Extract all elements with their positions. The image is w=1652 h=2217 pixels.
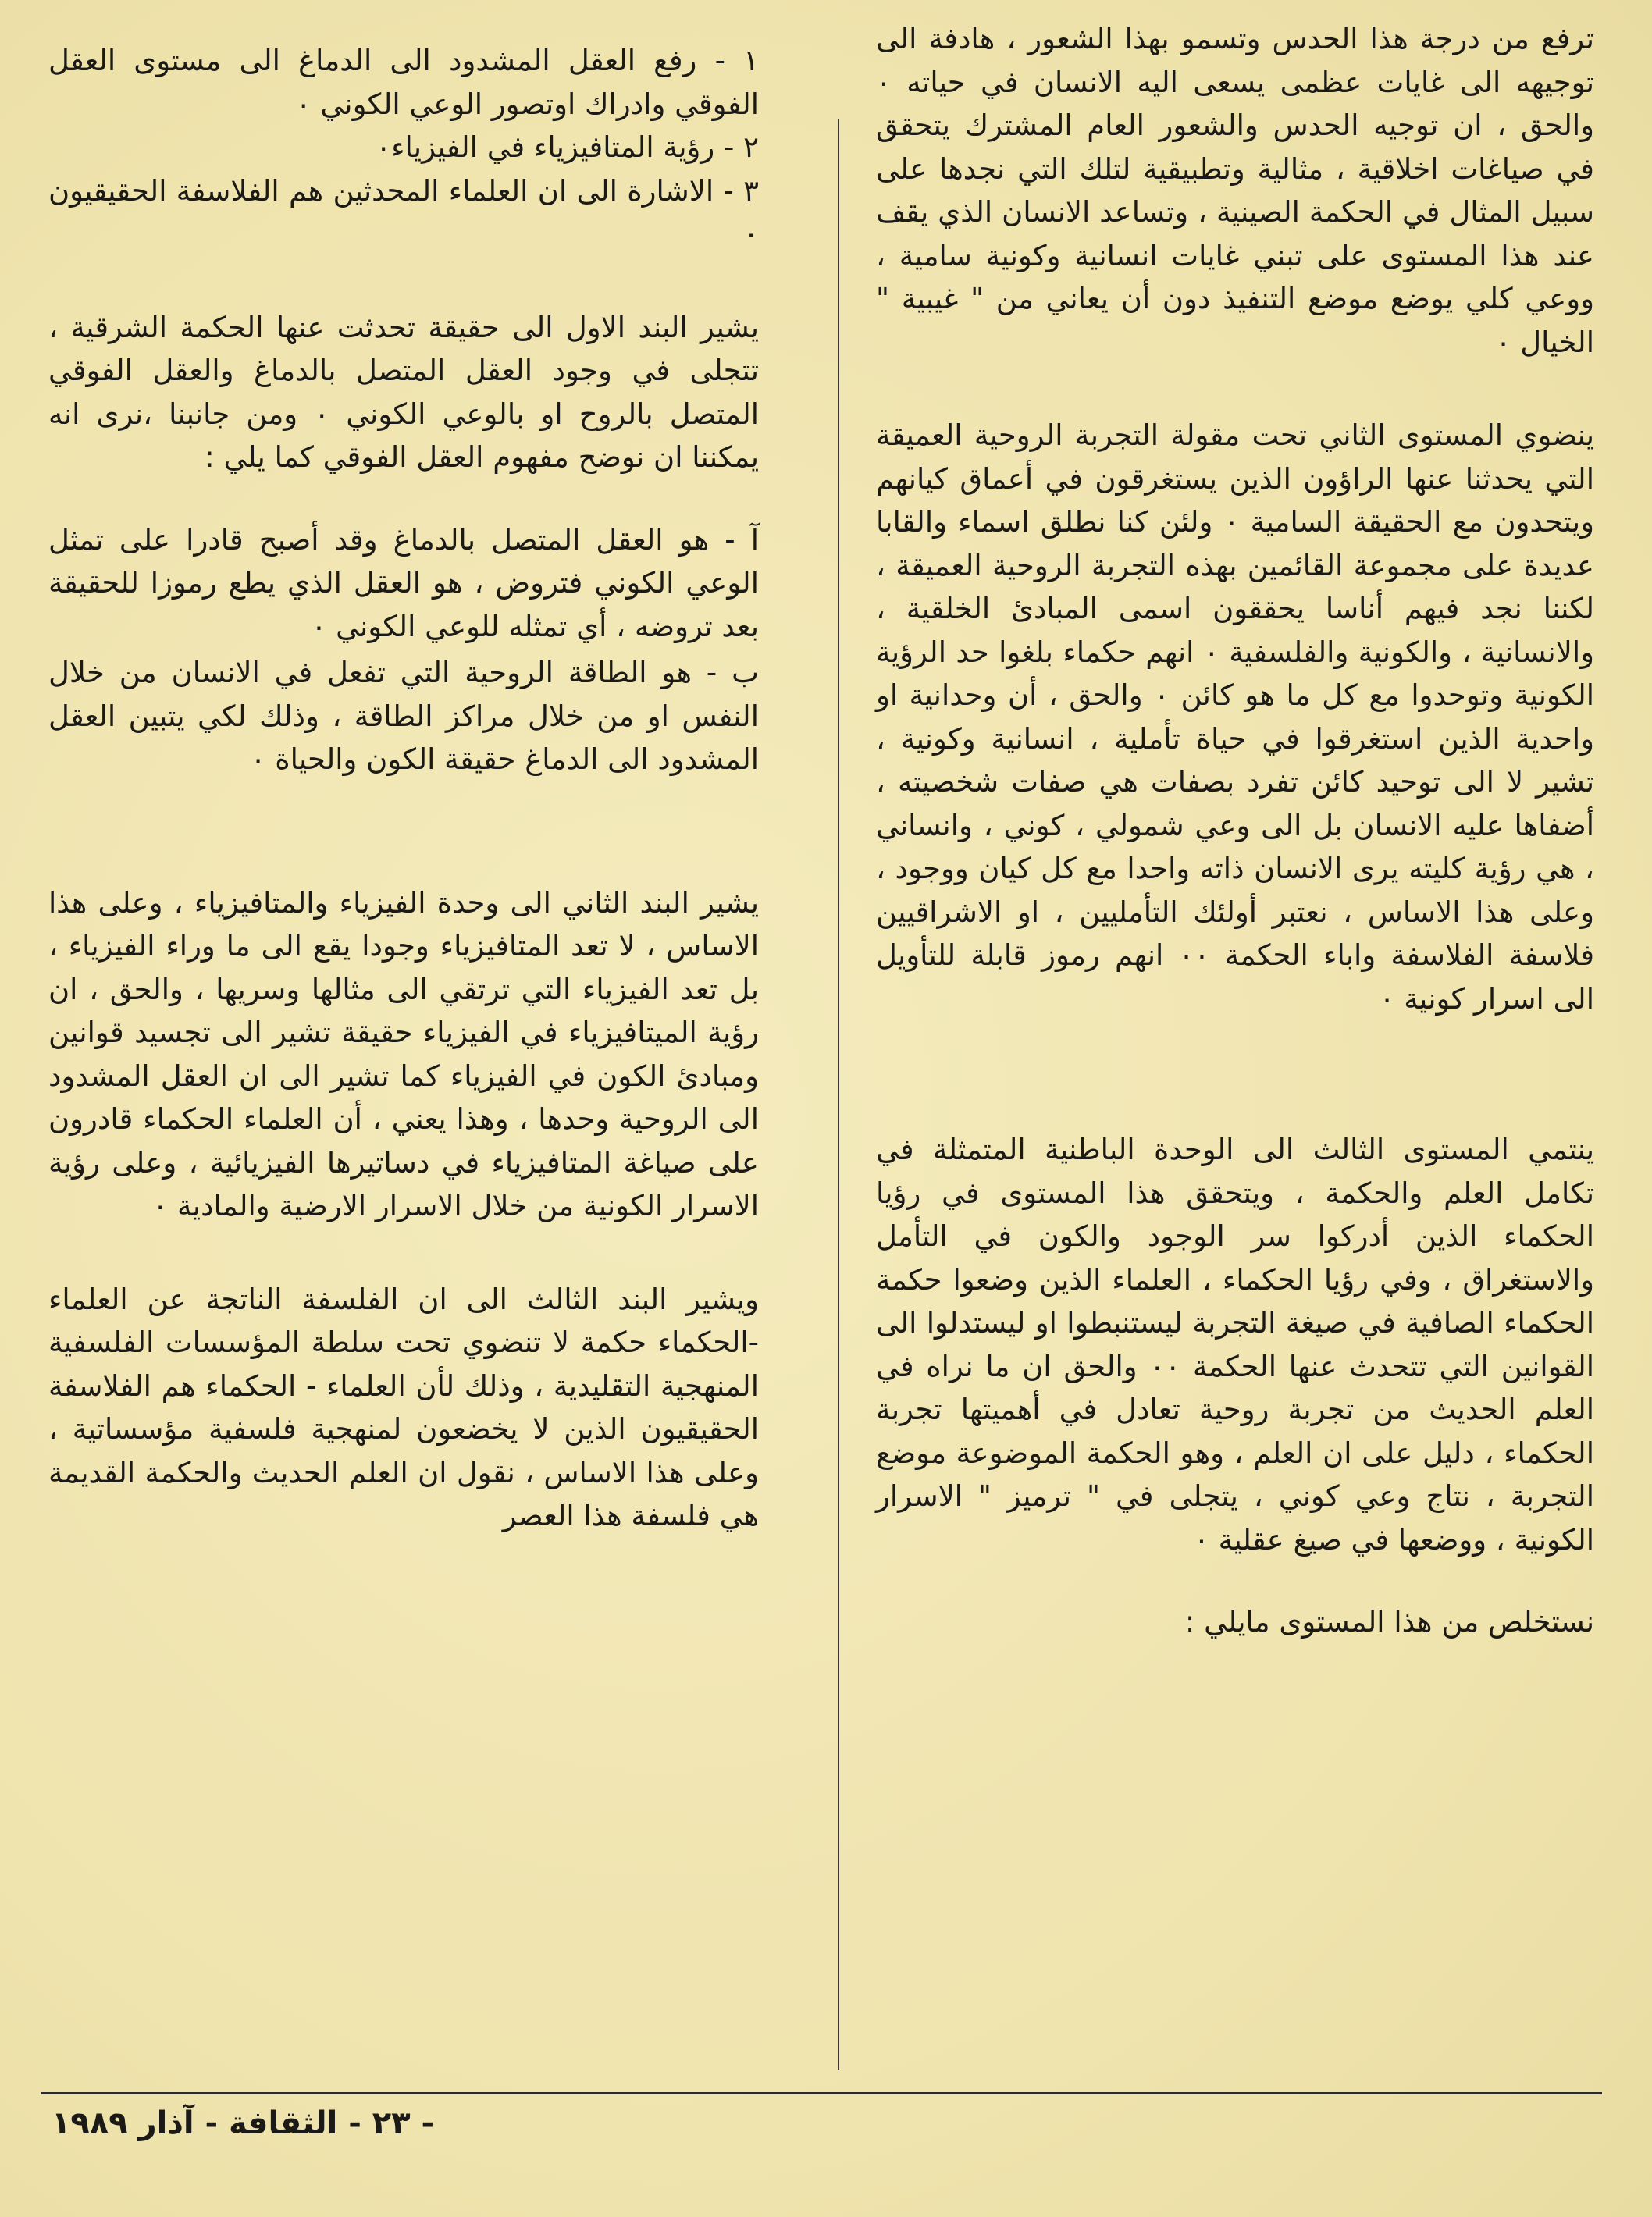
left-paragraph-3: ويشير البند الثالث الى ان الفلسفة الناتجة عن العلماء -الحكماء حكمة لا تنضوي تحت سلطة المؤسسات الفلسفية المنهجية التقليدية ، وذلك لأن العلماء - الحكماء هم الفلاسفة الحقيقيون الذين لا يخضعون لمنهجية فلسفية مؤسساتية ، وعلى هذا الاساس ، نقول ان العلم الحديث والحكمة القديمة هي فلسفة هذا العصر [48, 1282, 759, 1532]
page-footer: - ٢٣ - الثقافة - آذار ١٩٨٩ [52, 2105, 435, 2141]
list-item-1: ١ - رفع العقل المشدود الى الدماغ الى مستوى العقل الفوقي وادراك اوتصور الوعي الكوني ٠ [48, 44, 759, 121]
right-paragraph-1: ترفع من درجة هذا الحدس وتسمو بهذا الشعور ، هادفة الى توجيهه الى غايات عظمى يسعى اليه الانسان في حياته ٠ والحق ، ان توجيه الحدس والشعور العام المشترك يتحقق في صياغات اخلاقية ، مثالية وتطبيقية لتلك التي نجدها على سبيل المثال في الحكمة الصينية ، وتساعد الانسان الذي يقف عند هذا المستوى على تبني غايات انسانية وكونية سامية ، ووعي كلي يوضع موضع التنفيذ دون أن يعاني من " غيبية " الخيال ٠ [876, 22, 1594, 359]
left-item-a: آ - هو العقل المتصل بالدماغ وقد أصبح قادرا على تمثل الوعي الكوني فتروض ، هو العقل الذي يطع رموزا للحقيقة بعد تروضه ، أي تمثله للوعي الكوني ٠ [48, 522, 759, 643]
left-paragraph-2: يشير البند الثاني الى وحدة الفيزياء والمتافيزياء ، وعلى هذا الاساس ، لا تعد المتافيزياء وجودا يقع الى ما وراء الفيزياء ، بل تعد الفيزياء التي ترتقي الى مثالها وسريها ، والحق ، ان رؤية الميتافيزياء في الفيزياء حقيقة تشير الى تجسيد قوانين ومبادئ الكون في الفيزياء كما تشير الى ان العقل المشدود الى الروحية وحدها ، وهذا يعني ، أن العلماء الحكماء قادرون على صياغة المتافيزياء في دساتيرها الفيزيائية ، وعلى رؤية الاسرار الكونية من خلال الاسرار الارضية والمادية ٠ [48, 885, 759, 1222]
left-item-b: ب - هو الطاقة الروحية التي تفعل في الانسان من خلال النفس او من خلال مراكز الطاقة ، وذلك لكي يتبين العقل المشدود الى الدماغ حقيقة الكون والحياة ٠ [48, 656, 759, 776]
list-item-3: ٣ - الاشارة الى ان العلماء المحدثين هم الفلاسفة الحقيقيون ٠ [48, 173, 759, 251]
right-paragraph-3: ينتمي المستوى الثالث الى الوحدة الباطنية المتمثلة في تكامل العلم والحكمة ، ويتحقق هذا المستوى في رؤيا الحكماء الذين أدركوا سر الوجود والكون في التأمل والاستغراق ، وفي رؤيا الحكماء ، العلماء الذين وضعوا حكمة الحكماء الصافية في صيغة التجربة ليستنبطوا او ليستدلوا الى القوانين التي تتحدث عنها الحكمة ٠٠ والحق ان ما نراه في العلم الحديث من تجربة روحية تعادل في أهميتها تجربة الحكماء ، دليل على ان العلم ، وهو الحكمة الموضوعة موضع التجربة ، نتاج وعي كوني ، يتجلى في " ترميز " الاسرار الكونية ، ووضعها في صيغ عقلية ٠ [876, 1133, 1594, 1557]
left-paragraph-1: يشير البند الاول الى حقيقة تحدثت عنها الحكمة الشرقية ، تتجلى في وجود العقل المتصل بالدماغ والعقل الفوقي المتصل بالروح او بالوعي الكوني ٠ ومن جانبنا ،نرى انه يمكننا ان نوضح مفهوم العقل الفوقي كما يلي : [48, 310, 759, 474]
right-paragraph-4: نستخلص من هذا المستوى مايلي : [1184, 1605, 1594, 1639]
column-divider [838, 119, 839, 2070]
left-column [48, 39, 759, 1538]
right-paragraph-2: ينضوي المستوى الثاني تحت مقولة التجربة الروحية العميقة التي يحدثنا عنها الراؤون الذين يستغرقون في أعماق كيانهم ويتحدون مع الحقيقة السامية ٠ ولئن كنا نطلق اسماء والقابا عديدة على مجموعة القائمين بهذه التجربة الروحية العميقة ، لكننا نجد فيهم أناسا يحققون اسمى المبادئ الخلقية ، والانسانية ، والكونية والفلسفية ٠ انهم حكماء بلغوا حد الرؤية الكونية وتوحدوا مع كل ما هو كائن ٠ والحق ، أن وحدانية او واحدية الذين استغرقوا في حياة تأملية ، انسانية وكونية ، تشير لا الى توحيد كائن تفرد بصفات هي صفات شخصيته ، أضفاها عليه الانسان بل الى وعي شمولي ، كوني ، وانساني ، هي رؤية كليته يرى الانسان ذاته واحدا مع كل كيان ووجود ، وعلى هذا الاساس ، نعتبر أولئك التأمليين ، او الاشراقيين فلاسفة الفلاسفة واباء الحكمة ٠٠ انهم رموز قابلة للتأويل الى اسرار كونية ٠ [876, 418, 1595, 1016]
list-item-2: ٢ - رؤية المتافيزياء في الفيزياء٠ [376, 130, 759, 164]
footer-rule [41, 2092, 1602, 2094]
right-column [876, 17, 1594, 1644]
